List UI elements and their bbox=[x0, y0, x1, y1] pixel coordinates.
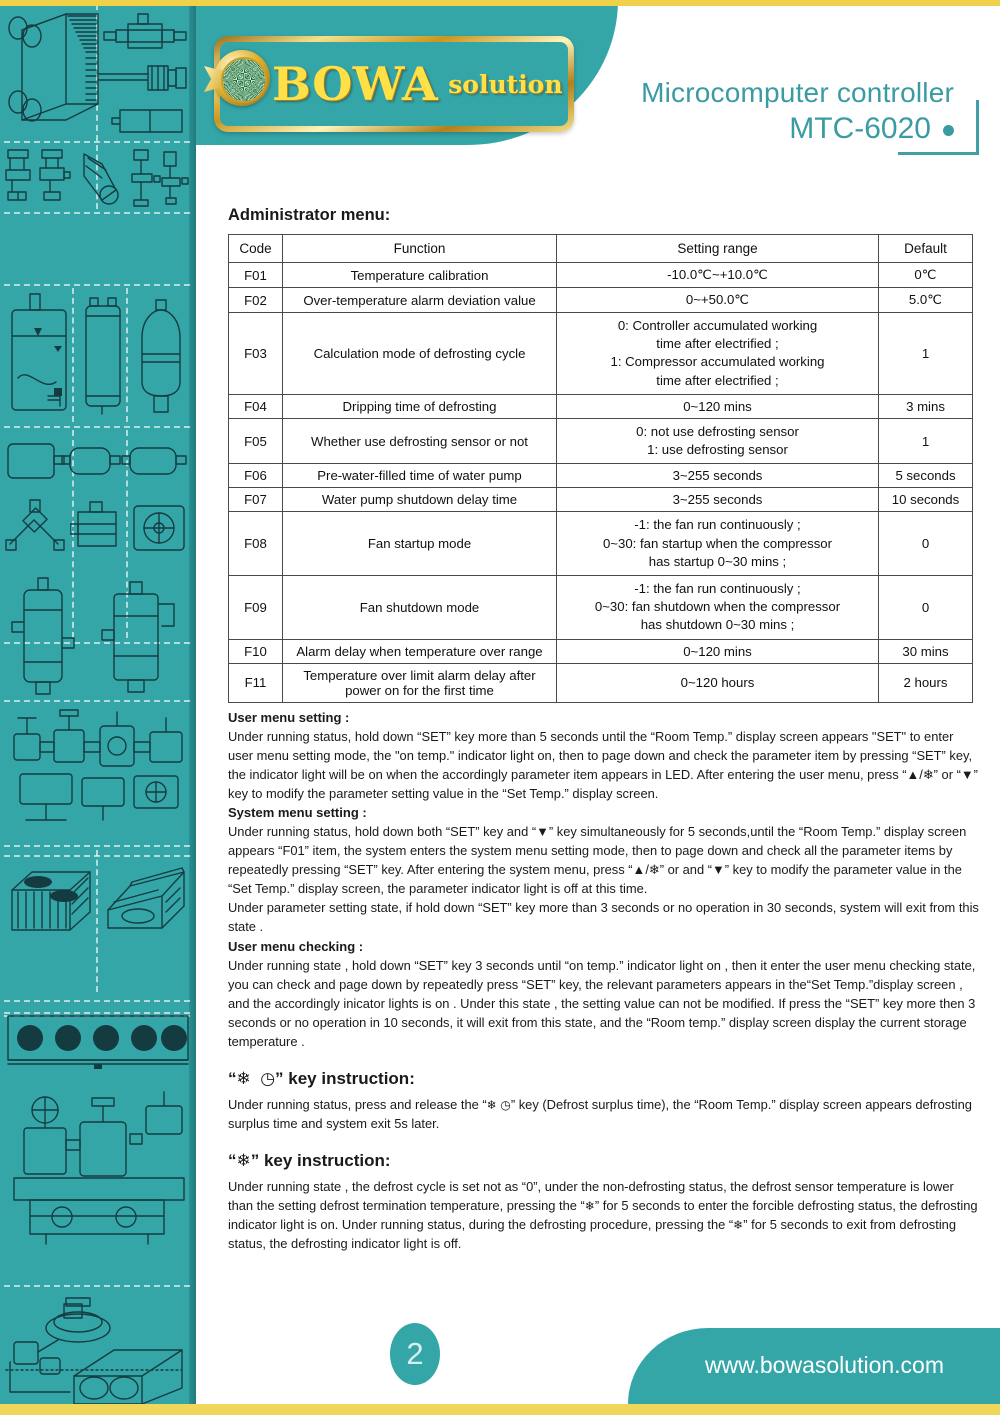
key-instruction-label: ” key instruction: bbox=[250, 1151, 391, 1170]
cell-default: 0℃ bbox=[879, 263, 973, 288]
sidebar-divider bbox=[96, 850, 98, 992]
sidebar-divider bbox=[4, 1000, 190, 1002]
defrost-key-heading bbox=[228, 1151, 980, 1171]
liquid-receiver-drawing bbox=[8, 292, 72, 418]
defrost-time-key-body bbox=[228, 1096, 980, 1134]
sidebar-divider bbox=[4, 212, 190, 214]
sidebar-divider bbox=[4, 426, 190, 428]
cell-code: F08 bbox=[229, 512, 283, 576]
table-row bbox=[229, 575, 973, 639]
sidebar-divider bbox=[126, 288, 128, 422]
logo-medallion-icon bbox=[214, 50, 270, 106]
snowflake-icon: ❄ bbox=[236, 1069, 251, 1090]
cell-code: F03 bbox=[229, 313, 283, 395]
cell-default: 1 bbox=[879, 313, 973, 395]
sight-glass-drawing bbox=[76, 150, 124, 208]
table-row bbox=[229, 488, 973, 512]
cell-default: 2 hours bbox=[879, 663, 973, 702]
key-instruction-label: ” key instruction: bbox=[275, 1069, 415, 1089]
cell-setting-range bbox=[557, 313, 879, 395]
snowflake-icon: ❄ bbox=[733, 1217, 744, 1232]
user-menu-setting-section bbox=[228, 708, 980, 804]
quote-open: “ bbox=[228, 1069, 237, 1089]
body-part-a: Under running status, press and release the “ bbox=[228, 1097, 487, 1113]
quote-open: “ bbox=[228, 1151, 237, 1170]
user-menu-setting-heading: User menu setting : bbox=[228, 709, 350, 725]
body-part-a: Under running state , the defrost cycle is set not as “0”, under the non-defrosting status, the defrost sensor temperature is lower than the setting defrost termination temperature, pressing the “ bbox=[228, 1179, 954, 1213]
cell-default: 3 mins bbox=[879, 394, 973, 418]
clock-icon: ◷ bbox=[500, 1098, 511, 1113]
defrost-time-key-heading bbox=[228, 1069, 980, 1089]
product-model: MTC-6020 bbox=[789, 112, 931, 146]
snowflake-icon: ❄ bbox=[486, 1098, 497, 1113]
clock-icon: ◷ bbox=[260, 1069, 276, 1090]
table-row bbox=[229, 394, 973, 418]
cell-setting-range: 3~255 seconds bbox=[557, 464, 879, 488]
oil-separator-drawing bbox=[132, 298, 190, 416]
cell-default: 1 bbox=[879, 418, 973, 463]
main-content bbox=[228, 206, 980, 1254]
plate-heat-exchanger-drawing bbox=[6, 8, 102, 136]
cell-function: Dripping time of defrosting bbox=[283, 394, 557, 418]
logo-subtitle: solution bbox=[448, 69, 563, 99]
cell-code: F10 bbox=[229, 639, 283, 663]
setting-range-line: time after electrified ; bbox=[656, 336, 779, 352]
snowflake-icon: ❄ bbox=[236, 1151, 251, 1171]
cell-function: Temperature calibration bbox=[283, 263, 557, 288]
cell-function: Pre-water-filled time of water pump bbox=[283, 464, 557, 488]
ball-valve-drawing bbox=[100, 12, 190, 58]
cell-setting-range: -10.0℃~+10.0℃ bbox=[557, 263, 879, 288]
sidebar-divider bbox=[4, 845, 190, 847]
cell-setting-range: 0~120 hours bbox=[557, 663, 879, 702]
system-menu-setting-heading: System menu setting : bbox=[228, 805, 367, 821]
cell-setting-range bbox=[557, 418, 879, 463]
table-header-row bbox=[229, 235, 973, 263]
product-category: Microcomputer controller bbox=[641, 77, 954, 108]
user-menu-checking-heading: User menu checking : bbox=[228, 939, 364, 955]
col-header-function: Function bbox=[283, 235, 557, 263]
compressor-skid-drawing bbox=[6, 1082, 192, 1252]
footer-website-url: www.bowasolution.com bbox=[704, 1352, 944, 1378]
cell-code: F11 bbox=[229, 663, 283, 702]
table-row bbox=[229, 512, 973, 576]
body-part-b: ” for 5 seconds to enter the forcible defrosting status, the defrosting indicator light is on. Under running status, during the defrosting procedure, pressing the “ bbox=[228, 1197, 978, 1232]
angle-valve-drawing bbox=[4, 498, 66, 558]
actuator-group-drawing bbox=[6, 708, 190, 826]
sidebar-divider bbox=[4, 141, 190, 143]
cell-default: 0 bbox=[879, 512, 973, 576]
cell-setting-range: 0~120 mins bbox=[557, 394, 879, 418]
setting-range-line: -1: the fan run continuously ; bbox=[634, 580, 801, 596]
col-header-code: Code bbox=[229, 235, 283, 263]
cell-function: Over-temperature alarm deviation value bbox=[283, 288, 557, 313]
horizontal-driers-drawing bbox=[4, 434, 190, 490]
bottom-accent-strip bbox=[0, 1404, 1000, 1415]
col-header-default: Default bbox=[879, 235, 973, 263]
cell-setting-range: 0~120 mins bbox=[557, 639, 879, 663]
setting-range-line: 0: Controller accumulated working bbox=[617, 318, 818, 333]
cell-function: Whether use defrosting sensor or not bbox=[283, 418, 557, 463]
setting-range-line: 0~30: fan shutdown when the compressor bbox=[594, 599, 841, 615]
cell-function: Temperature over limit alarm delay after power on for the first time bbox=[283, 663, 557, 702]
sidebar-divider bbox=[72, 288, 74, 422]
cell-code: F05 bbox=[229, 418, 283, 463]
table-row bbox=[229, 418, 973, 463]
page-number: 2 bbox=[390, 1323, 440, 1385]
cell-setting-range: 0~+50.0℃ bbox=[557, 288, 879, 313]
administrator-menu-table bbox=[228, 234, 973, 703]
shell-tube-exchanger-drawing bbox=[8, 576, 80, 696]
system-menu-setting-body: Under running status, hold down both “SET” key and “▼” key simultaneously for 5 seconds,until the “Room Temp.” display screen appears “F01” item, the system enters the system menu setting mode, then to page down and check all the parameter items by repeatedly pressing “SET” key. After entering the system menu, press “▲/❄” or and “▼” key to modify the parameter value in the “Set Temp.” display screen, the parameter indicator light is off at this time. bbox=[228, 824, 967, 897]
filter-drier-drawing bbox=[110, 104, 190, 138]
accumulator-drawing bbox=[80, 292, 126, 418]
col-header-setting-range: Setting range bbox=[557, 235, 879, 263]
cell-setting-range bbox=[557, 575, 879, 639]
rotary-valve-drawing bbox=[128, 496, 190, 558]
cell-function: Calculation mode of defrosting cycle bbox=[283, 313, 557, 395]
air-handler-drawing bbox=[104, 862, 190, 938]
body-part-b: ” key (Defrost surplus time), the “Room Temp.” display screen appears defrosting surplus time and system exit 5s later. bbox=[228, 1097, 972, 1132]
setting-range-line: 0~30: fan startup when the compressor bbox=[602, 535, 833, 551]
setting-range-line: 0: not use defrosting sensor bbox=[636, 423, 799, 439]
setting-range-line: 1: Compressor accumulated working bbox=[610, 354, 825, 370]
setting-range-line: 1: use defrosting sensor bbox=[647, 442, 788, 458]
defrost-key-body bbox=[228, 1178, 980, 1254]
solenoid-valve-drawing bbox=[130, 148, 190, 210]
cell-setting-range bbox=[557, 512, 879, 576]
evaporator-fan-bank-drawing bbox=[4, 1010, 192, 1072]
illustration-sidebar bbox=[0, 0, 196, 1415]
cell-function: Alarm delay when temperature over range bbox=[283, 639, 557, 663]
user-menu-checking-section bbox=[228, 937, 980, 1052]
vertical-vessel-drawing bbox=[96, 576, 184, 696]
bowa-logo bbox=[214, 36, 574, 132]
cell-default: 10 seconds bbox=[879, 488, 973, 512]
cell-default: 5.0℃ bbox=[879, 288, 973, 313]
table-row bbox=[229, 313, 973, 395]
system-menu-setting-section bbox=[228, 803, 980, 937]
setting-range-line: has startup 0~30 mins ; bbox=[648, 553, 787, 569]
user-menu-checking-body: Under running state , hold down “SET” key 3 seconds until “on temp.” indicator light on , then it enter the user menu checking state, you can check and page down by repeatedly press “SET” key, the relevant parameters appears in the“Set Temp.”display screen , and the accordingly inicator lights is on . Under this state , the setting value can not be modified. If press the “SET” key more then 3 seconds or no operation in 10 seconds, it will exit from this state, and the “Room temp.” display screen display the current storage temperature . bbox=[228, 958, 976, 1050]
cell-code: F06 bbox=[229, 464, 283, 488]
cell-code: F02 bbox=[229, 288, 283, 313]
cell-code: F07 bbox=[229, 488, 283, 512]
cell-function: Fan startup mode bbox=[283, 512, 557, 576]
top-accent-strip bbox=[0, 0, 1000, 6]
cell-function: Fan shutdown mode bbox=[283, 575, 557, 639]
table-row bbox=[229, 263, 973, 288]
rooftop-unit-drawing bbox=[6, 860, 96, 938]
cell-code: F09 bbox=[229, 575, 283, 639]
page-title: Administrator menu: bbox=[228, 206, 391, 224]
setting-range-line: -1: the fan run continuously ; bbox=[634, 517, 801, 533]
condensing-unit-drawing bbox=[4, 1296, 192, 1404]
cell-code: F04 bbox=[229, 394, 283, 418]
cell-default: 5 seconds bbox=[879, 464, 973, 488]
system-menu-setting-body-2: Under parameter setting state, if hold down “SET” key more than 3 seconds or no operation in 30 seconds, system will exit from this state . bbox=[228, 900, 979, 935]
thermostatic-valve-pair-drawing bbox=[4, 148, 72, 208]
expansion-valve-drawing bbox=[96, 58, 190, 98]
body-part-c: ” for 5 seconds to exit from defrosting status, the defrosting indicator light is off. bbox=[228, 1216, 957, 1251]
table-row bbox=[229, 288, 973, 313]
cell-code: F01 bbox=[229, 263, 283, 288]
logo-wordmark: BOWA bbox=[272, 57, 439, 111]
table-row bbox=[229, 639, 973, 663]
sidebar-divider bbox=[4, 284, 190, 286]
cell-function: Water pump shutdown delay time bbox=[283, 488, 557, 512]
sidebar-divider bbox=[4, 1285, 190, 1287]
cell-default: 30 mins bbox=[879, 639, 973, 663]
user-menu-setting-body: Under running status, hold down “SET” key more than 5 seconds until the “Room Temp.” display screen appears "SET" to enter user menu setting mode, the "on temp." indicator light on, then to page down and check the parameter item by pressing “SET” key, the indicator light will be on when the accordingly parameter item appears in LED. After entering the user menu, press “▲/❄” or “▼” key to modify the parameter setting value in the “Set Temp.” display screen. bbox=[228, 728, 978, 801]
table-row bbox=[229, 464, 973, 488]
cell-setting-range: 3~255 seconds bbox=[557, 488, 879, 512]
snowflake-icon: ❄ bbox=[584, 1198, 595, 1213]
cell-default: 0 bbox=[879, 575, 973, 639]
sidebar-divider bbox=[4, 700, 190, 702]
setting-range-line: has shutdown 0~30 mins ; bbox=[640, 617, 795, 633]
table-row bbox=[229, 663, 973, 702]
table-body bbox=[229, 263, 973, 703]
valve-block-drawing bbox=[70, 498, 124, 558]
setting-range-line: time after electrified ; bbox=[656, 372, 779, 388]
header-corner-rule bbox=[898, 100, 979, 155]
